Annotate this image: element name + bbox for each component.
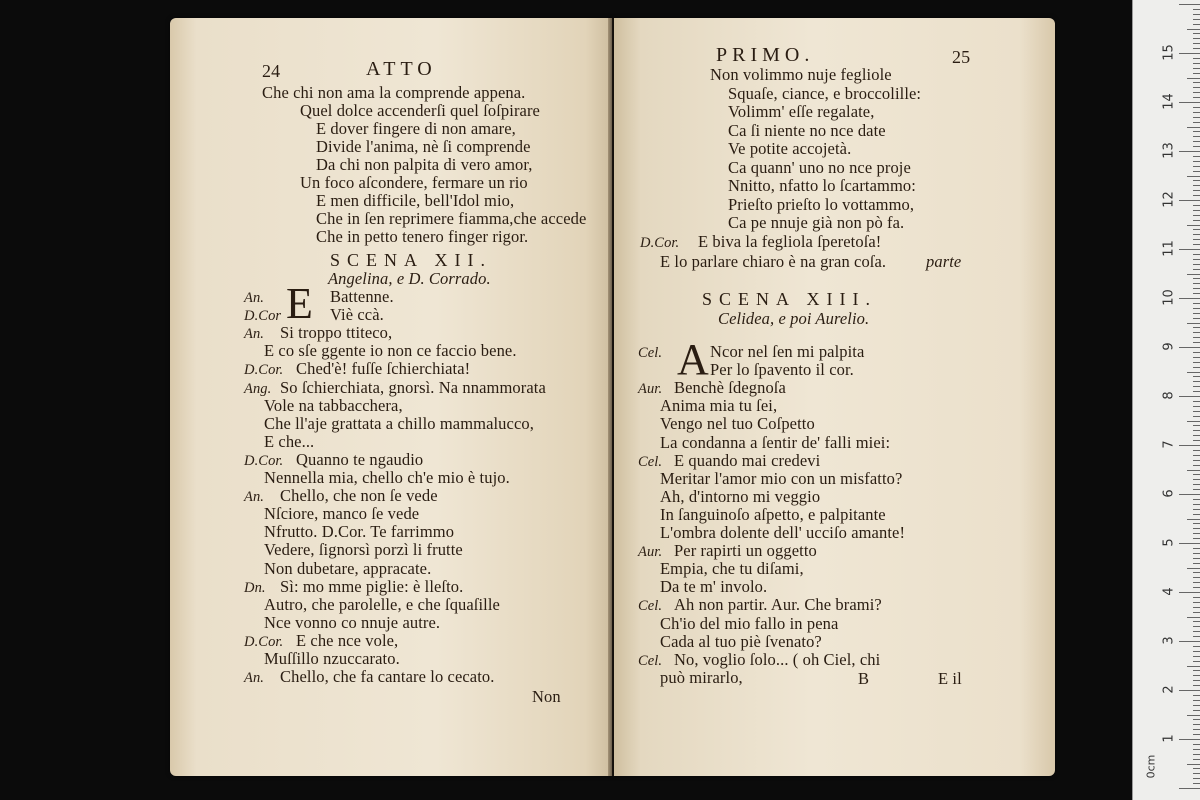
ruler-tick [1193, 215, 1200, 216]
ruler-tick [1193, 303, 1200, 304]
ruler-tick [1193, 489, 1200, 490]
ruler-tick [1193, 661, 1200, 662]
ruler-tick [1193, 484, 1200, 485]
ruler-tick [1179, 151, 1200, 152]
ruler-label: 4 [1161, 587, 1177, 596]
dialogue-line: Chello, che non ſe vede [280, 486, 438, 506]
ruler-tick [1193, 337, 1200, 338]
ruler-label: 3 [1161, 636, 1177, 645]
ruler-tick [1193, 146, 1200, 147]
ruler-tick [1193, 352, 1200, 353]
ruler-tick [1193, 43, 1200, 44]
ruler-tick [1193, 234, 1200, 235]
ruler-tick [1193, 533, 1200, 534]
ruler-tick [1179, 592, 1200, 593]
ruler-tick [1187, 176, 1200, 177]
ruler-tick [1193, 744, 1200, 745]
ruler-tick [1193, 293, 1200, 294]
ruler-tick [1179, 543, 1200, 544]
ruler-tick [1193, 48, 1200, 49]
ruler-tick [1193, 563, 1200, 564]
speaker-label: Ang. [244, 380, 272, 397]
dialogue-line: Cada al tuo piè ſvenato? [660, 631, 822, 651]
verse-line: Squaſe, ciance, e broccolille: [728, 83, 922, 103]
dialogue-line: No, voglio ſolo... ( oh Ciel, chi [674, 649, 881, 669]
ruler-tick [1193, 479, 1200, 480]
ruler-label: 5 [1161, 538, 1177, 547]
ruler-tick [1193, 558, 1200, 559]
speaker-label: Cel. [638, 598, 663, 615]
ruler-tick [1193, 587, 1200, 588]
ruler-tick [1193, 259, 1200, 260]
dialogue-line: Vengo nel tuo Coſpetto [660, 414, 815, 434]
ruler-tick [1193, 754, 1200, 755]
dialogue-line: Ch'io del mio fallo in pena [660, 613, 839, 633]
verse-line: Da chi non palpita di vero amor, [316, 155, 533, 174]
ruler-tick [1193, 465, 1200, 466]
verse-line: Volimm' eſſe regalate, [728, 102, 875, 121]
ruler-tick [1193, 631, 1200, 632]
ruler-tick [1193, 9, 1200, 10]
speaker-label: Aur. [638, 544, 663, 561]
ruler-label: 9 [1161, 342, 1177, 351]
ruler-tick [1193, 729, 1200, 730]
dialogue-line: Benchè ſdegnoſa [674, 378, 786, 398]
ruler-tick [1193, 117, 1200, 118]
ruler-tick [1179, 298, 1200, 299]
dialogue-line: Nennella mia, chello ch'e mio è tujo. [264, 468, 510, 487]
speaker-label: An. [244, 670, 265, 687]
dialogue-line: E biva la fegliola ſperetoſa! [698, 232, 882, 251]
verse-line: Ca ſi niente no nce date [728, 120, 886, 140]
scene-cast: Celidea, e poi Aurelio. [718, 309, 870, 328]
ruler-tick [1193, 474, 1200, 475]
ruler-tick [1187, 78, 1200, 79]
dialogue-line: Sì: mo mme piglie: è lleſto. [280, 576, 464, 596]
ruler-tick [1193, 680, 1200, 681]
dialogue-line: Nfrutto. D.Cor. Te farrimmo [264, 522, 455, 542]
ruler-tick [1193, 166, 1200, 167]
ruler-tick [1193, 185, 1200, 186]
ruler-tick [1193, 190, 1200, 191]
ruler-tick [1193, 122, 1200, 123]
ruler-tick [1179, 396, 1200, 397]
verse-line: Quel dolce accenderſi quel ſoſpirare [300, 101, 540, 120]
dialogue-line: Non dubetare, appracate. [264, 558, 432, 578]
dialogue-line: Per lo ſpavento il cor. [710, 360, 854, 380]
verse-line: Nnitto, nfatto lo ſcartammo: [728, 176, 916, 195]
ruler-tick [1193, 514, 1200, 515]
catchword: E il [938, 669, 962, 688]
dialogue-line: Nſciore, manco ſe vede [264, 504, 420, 524]
ruler-tick [1179, 739, 1200, 740]
dialogue-line: E che... [264, 431, 315, 451]
ruler-label: 15 [1161, 44, 1177, 61]
left-page [170, 18, 612, 776]
ruler-tick [1193, 381, 1200, 382]
dialogue-line: In ſanguinoſo aſpetto, e palpitante [660, 504, 886, 524]
ruler-tick [1193, 499, 1200, 500]
dialogue-line: Nce vonno co nnuje autre. [264, 612, 441, 632]
ruler-tick [1187, 372, 1200, 373]
ruler-tick [1193, 646, 1200, 647]
ruler-tick [1193, 58, 1200, 59]
ruler-tick [1179, 4, 1200, 5]
ruler-tick [1187, 666, 1200, 667]
ruler-tick [1193, 553, 1200, 554]
dialogue-line: Ah non partir. Aur. Che brami? [674, 595, 882, 615]
dialogue-line: Ched'è! fuſſe ſchierchiata! [296, 359, 471, 379]
ruler-tick [1193, 288, 1200, 289]
ruler-tick [1193, 538, 1200, 539]
ruler-tick [1193, 455, 1200, 456]
ruler-tick [1193, 82, 1200, 83]
ruler-tick [1193, 719, 1200, 720]
verse-line: Che chi non ama la comprende appena. [262, 83, 526, 102]
ruler-tick [1179, 690, 1200, 691]
ruler-tick [1179, 53, 1200, 54]
ruler-tick [1193, 264, 1200, 265]
ruler-tick [1193, 577, 1200, 578]
dialogue-line: può mirarlo, [660, 667, 743, 687]
dialogue-line: Muſſillo nzuccarato. [264, 649, 400, 668]
ruler-tick [1179, 200, 1200, 201]
verse-line: Un foco aſcondere, fermare un rio [300, 173, 528, 192]
ruler-tick [1193, 724, 1200, 725]
ruler-unit: 0cm [1144, 754, 1158, 779]
ruler-tick [1193, 582, 1200, 583]
ruler-tick [1179, 347, 1200, 348]
speaker-label: D.Cor. [244, 452, 284, 469]
ruler-tick [1187, 617, 1200, 618]
ruler-tick [1193, 675, 1200, 676]
ruler-tick [1193, 778, 1200, 779]
ruler-tick [1187, 715, 1200, 716]
scene-title: SCENA XII. [330, 250, 493, 270]
ruler-tick [1187, 470, 1200, 471]
speaker-label: D.Cor. [244, 633, 284, 650]
ruler-tick [1193, 509, 1200, 510]
dialogue-line: Ah, d'intorno mi veggio [660, 486, 821, 506]
dialogue-line: Battenne. [330, 287, 394, 306]
ruler-tick [1187, 519, 1200, 520]
dialogue-line: Vedere, ſignorsì porzì li frutte [264, 540, 463, 560]
ruler-tick [1193, 131, 1200, 132]
catchword: Non [532, 687, 561, 706]
ruler-label: 12 [1161, 191, 1177, 208]
dialogue-line: Chello, che fa cantare lo cecato. [280, 667, 495, 687]
speaker-label: Dn. [244, 579, 266, 596]
ruler-tick [1187, 225, 1200, 226]
ruler-tick [1193, 705, 1200, 706]
ruler-tick [1193, 362, 1200, 363]
speaker-label: Aur. [638, 381, 663, 398]
drop-cap: E [286, 279, 313, 328]
ruler-tick [1193, 205, 1200, 206]
right-page [614, 18, 1055, 776]
ruler-tick [1193, 773, 1200, 774]
dialogue-line: E che nce vole, [296, 630, 399, 650]
ruler-tick [1193, 416, 1200, 417]
dialogue-line: Per rapirti un oggetto [674, 541, 817, 561]
ruler-tick [1193, 523, 1200, 524]
ruler-tick [1193, 33, 1200, 34]
ruler-tick [1187, 323, 1200, 324]
ruler-tick [1187, 764, 1200, 765]
ruler-tick [1193, 68, 1200, 69]
ruler-tick [1193, 38, 1200, 39]
ruler-tick [1193, 626, 1200, 627]
ruler-tick [1193, 391, 1200, 392]
ruler-tick [1193, 283, 1200, 284]
ruler-tick [1193, 749, 1200, 750]
ruler-tick [1193, 308, 1200, 309]
ruler-tick [1193, 97, 1200, 98]
dialogue-line: Autro, che parolelle, e che ſquaſille [264, 594, 500, 614]
ruler-tick [1193, 670, 1200, 671]
ruler-tick [1187, 274, 1200, 275]
ruler-tick [1193, 254, 1200, 255]
ruler-tick [1193, 528, 1200, 529]
ruler-tick [1193, 768, 1200, 769]
page-number: 25 [952, 47, 971, 67]
scene-cast: Angelina, e D. Corrado. [328, 269, 491, 288]
ruler-tick [1193, 656, 1200, 657]
verse-line: E dover fingere di non amare, [316, 119, 516, 138]
speaker-label: Cel. [638, 652, 663, 669]
ruler-tick [1193, 411, 1200, 412]
ruler-tick [1193, 621, 1200, 622]
ruler-tick [1187, 127, 1200, 128]
verse-line: E men difficile, bell'Idol mio, [316, 191, 515, 210]
speaker-label: D.Cor [244, 308, 282, 325]
ruler-tick [1193, 357, 1200, 358]
ruler-tick [1179, 249, 1200, 250]
ruler-tick [1193, 14, 1200, 15]
dialogue-line: Che ll'aje grattata a chillo mammalucco, [264, 413, 534, 433]
dialogue-line: Empia, che tu diſami, [660, 559, 804, 579]
ruler-tick [1193, 440, 1200, 441]
ruler-tick [1193, 171, 1200, 172]
stage-direction: parte [926, 252, 962, 271]
ruler-label: 6 [1161, 489, 1177, 498]
ruler-label: 7 [1161, 440, 1177, 449]
ruler-tick [1193, 136, 1200, 137]
dialogue-line: Meritar l'amor mio con un misfatto? [660, 468, 903, 488]
dialogue-line: Anima mia tu ſei, [660, 396, 778, 416]
ruler-tick [1193, 156, 1200, 157]
verse-line: Che in ſen reprimere fiamma,che accede [316, 209, 587, 228]
ruler-tick [1193, 612, 1200, 613]
ruler-tick [1193, 24, 1200, 25]
ruler-label: 2 [1161, 685, 1177, 694]
ruler-tick [1193, 651, 1200, 652]
dialogue-line: L'ombra dolente dell' ucciſo amante! [660, 523, 906, 542]
ruler-tick [1193, 597, 1200, 598]
ruler-tick [1187, 568, 1200, 569]
ruler-tick [1193, 278, 1200, 279]
ruler-tick [1193, 92, 1200, 93]
ruler-tick [1193, 548, 1200, 549]
ruler-tick [1193, 572, 1200, 573]
ruler-tick [1193, 710, 1200, 711]
ruler-tick [1193, 367, 1200, 368]
verse-line: Ca pe nnuje già non pò fa. [728, 213, 905, 232]
speaker-label: Cel. [638, 453, 663, 470]
ruler-tick [1193, 332, 1200, 333]
verse-line: Divide l'anima, nè ſi comprende [316, 137, 531, 156]
ruler-tick [1193, 313, 1200, 314]
ruler-tick [1193, 327, 1200, 328]
dialogue-line: So ſchierchiata, gnorsì. Na nnammorata [280, 377, 546, 397]
dialogue-line: Vole na tabbacchera, [264, 395, 403, 415]
ruler-tick [1193, 430, 1200, 431]
ruler-tick [1193, 239, 1200, 240]
dialogue-line: La condanna a ſentir de' falli miei: [660, 432, 891, 452]
ruler-tick [1179, 445, 1200, 446]
ruler-label: 8 [1161, 391, 1177, 400]
ruler-tick [1179, 641, 1200, 642]
measuring-ruler [1132, 0, 1200, 800]
running-head: PRIMO. [716, 44, 815, 66]
speaker-label: An. [244, 489, 265, 506]
ruler-tick [1193, 759, 1200, 760]
ruler-label: 11 [1161, 240, 1177, 257]
ruler-tick [1187, 421, 1200, 422]
ruler-label: 14 [1161, 93, 1177, 110]
running-head: ATTO [366, 58, 437, 80]
page-number: 24 [262, 61, 281, 81]
ruler-tick [1179, 788, 1200, 789]
speaker-label: Cel. [638, 345, 663, 361]
ruler-tick [1193, 450, 1200, 451]
ruler-tick [1193, 695, 1200, 696]
dialogue-line: E lo parlare chiaro è na gran coſa. [660, 252, 887, 271]
ruler-tick [1193, 141, 1200, 142]
ruler-tick [1193, 460, 1200, 461]
speaker-label: An. [244, 290, 265, 306]
speaker-label: D.Cor. [244, 362, 284, 379]
ruler-tick [1193, 210, 1200, 211]
dialogue-line: Da te m' involo. [660, 577, 768, 597]
verse-line: Che in petto tenero finger rigor. [316, 227, 529, 246]
ruler-tick [1193, 685, 1200, 686]
dialogue-line: E co sſe ggente io non ce faccio bene. [264, 341, 517, 361]
dialogue-line: Viè ccà. [330, 305, 384, 325]
ruler-tick [1193, 318, 1200, 319]
ruler-tick [1193, 602, 1200, 603]
ruler-tick [1193, 107, 1200, 108]
dialogue-line: E quando mai credevi [674, 450, 821, 470]
ruler-tick [1179, 102, 1200, 103]
ruler-tick [1193, 636, 1200, 637]
ruler-tick [1179, 494, 1200, 495]
open-book [170, 18, 1055, 776]
signature-mark: B [858, 669, 870, 688]
ruler-tick [1193, 195, 1200, 196]
ruler-tick [1193, 161, 1200, 162]
ruler-tick [1193, 229, 1200, 230]
ruler-tick [1193, 112, 1200, 113]
speaker-label: D.Cor. [640, 235, 680, 251]
ruler-tick [1193, 386, 1200, 387]
ruler-tick [1193, 376, 1200, 377]
ruler-tick [1193, 180, 1200, 181]
ruler-tick [1193, 607, 1200, 608]
verse-line: Ve potite accojetà. [728, 139, 852, 158]
dialogue-line: Quanno te ngaudio [296, 449, 424, 469]
dialogue-line: Ncor nel ſen mi palpita [710, 342, 865, 361]
ruler-tick [1193, 425, 1200, 426]
drop-cap: A [677, 335, 709, 384]
ruler-tick [1187, 29, 1200, 30]
verse-line: Ca quann' uno no nce proje [728, 157, 911, 177]
ruler-tick [1193, 435, 1200, 436]
ruler-tick [1193, 244, 1200, 245]
ruler-tick [1193, 504, 1200, 505]
verse-line: Non volimmo nuje fegliole [710, 65, 892, 84]
verse-line: Prieſto prieſto lo vottammo, [728, 194, 915, 214]
ruler-label: 10 [1161, 289, 1177, 306]
dialogue-line: Si troppo ttiteco, [280, 323, 393, 343]
ruler-tick [1193, 401, 1200, 402]
ruler-tick [1193, 73, 1200, 74]
ruler-tick [1193, 63, 1200, 64]
ruler-tick [1193, 19, 1200, 20]
ruler-tick [1193, 87, 1200, 88]
ruler-label: 1 [1161, 734, 1177, 743]
ruler-tick [1193, 783, 1200, 784]
ruler-label: 13 [1161, 142, 1177, 159]
ruler-tick [1193, 220, 1200, 221]
ruler-tick [1193, 269, 1200, 270]
speaker-label: An. [244, 326, 265, 343]
ruler-tick [1193, 734, 1200, 735]
ruler-tick [1193, 406, 1200, 407]
scene-title: SCENA XIII. [702, 289, 877, 309]
ruler-tick [1193, 700, 1200, 701]
ruler-tick [1193, 342, 1200, 343]
